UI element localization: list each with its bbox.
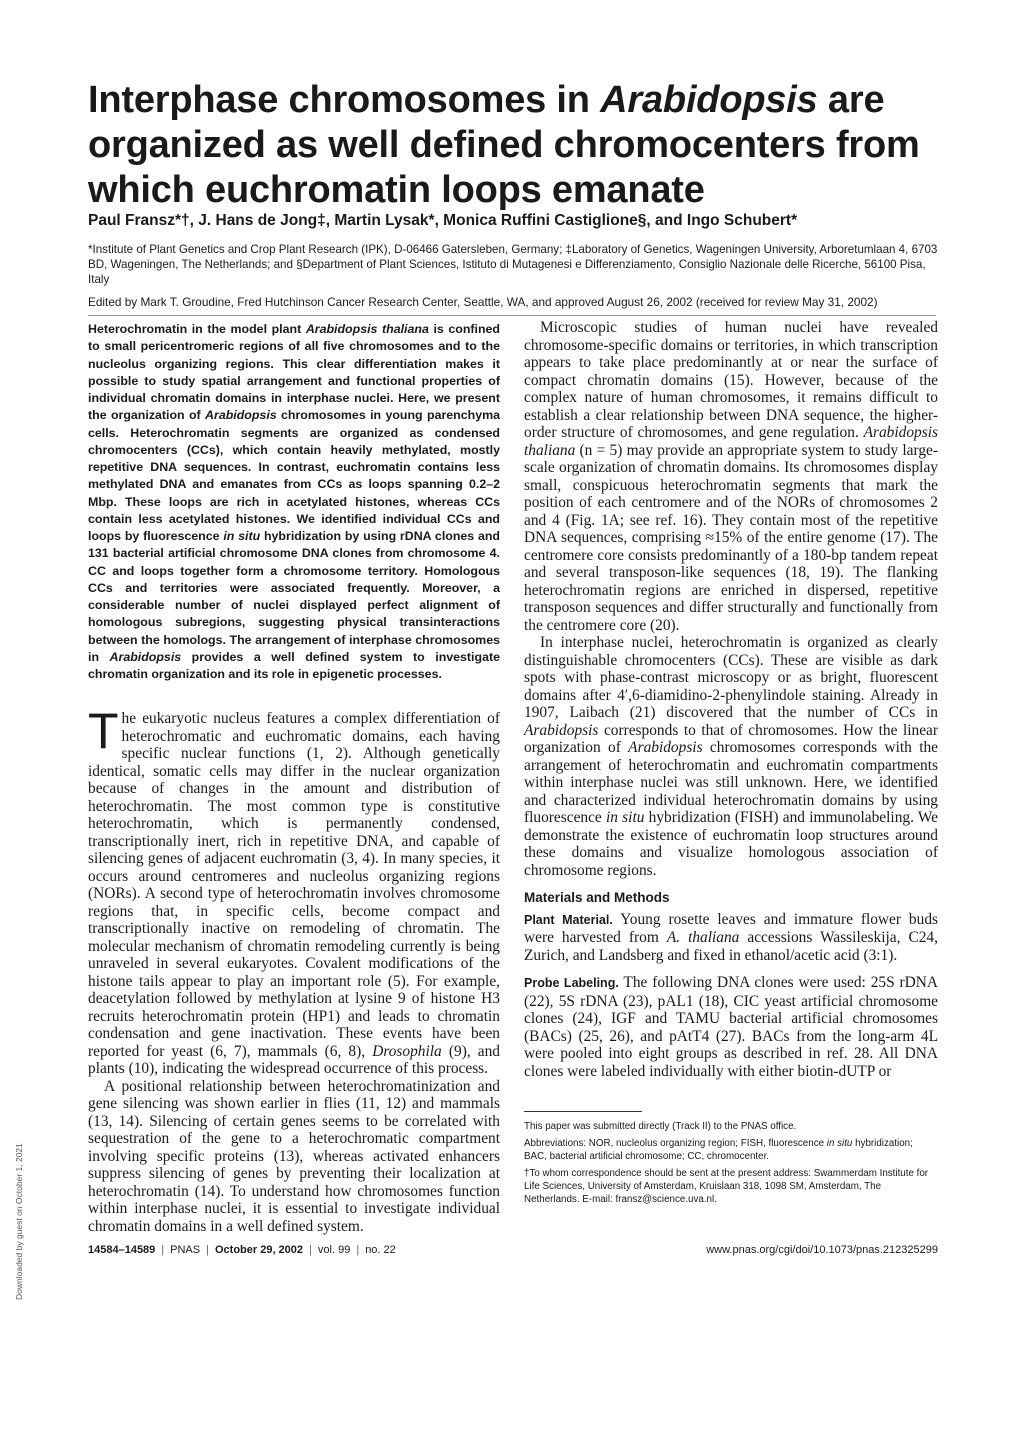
abstract-italic: in situ bbox=[223, 529, 261, 543]
title-text: Interphase chromosomes in bbox=[88, 79, 601, 121]
paragraph-text: (9), and plants (10), indicating the widespread occurrence of this process. bbox=[88, 1042, 500, 1077]
paragraph-italic: A. thaliana bbox=[666, 929, 740, 946]
affiliations: *Institute of Plant Genetics and Crop Plant Research (IPK), D-06466 Gatersleben, Germany; ‡Laboratory of Genetics, Wageningen University, Arboretumlaan 4, 6703 BD, Wageningen, The Netherlands; and §Department of Plant Sciences, Istituto di Mutagenesi e Differenziamento, Consiglio Nazionale delle Ricerche, 56100 Pisa, Italy bbox=[88, 243, 938, 286]
issue-number: no. 22 bbox=[365, 1244, 396, 1256]
abstract bbox=[88, 321, 500, 683]
intro-paragraph-2: A positional relationship between heterochromatinization and gene silencing was shown earlier in flies (11, 12) and mammals (13, 14). Silencing of certain genes seems to be correlated with sequestration of the gene to a heterochromatic compartment involving specific proteins (13), whereas activated enhancers suppress silencing of genes by preventing their localization at heterochromatin (14). To understand how chromosomes function within interphase nuclei, it is essential to investigate individual chromatin domains in a well defined system. bbox=[88, 1077, 500, 1235]
footnote-divider bbox=[524, 1111, 642, 1112]
author-list: Paul Fransz*†, J. Hans de Jong‡, Martin Lysak*, Monica Ruffini Castiglione§, and Ingo Schubert* bbox=[88, 212, 798, 229]
footnote-submission: This paper was submitted directly (Track II) to the PNAS office. bbox=[524, 1121, 797, 1132]
section-heading: Materials and Methods bbox=[524, 890, 670, 905]
paragraph-text: hybridization (FISH) and immunolabeling. We demonstrate the existence of euchromatin loop structures around these domains and visualize homologous association of chromosome regions. bbox=[524, 809, 938, 879]
intro-paragraph-4 bbox=[524, 634, 938, 879]
journal-name: PNAS bbox=[170, 1244, 201, 1256]
footnote-abbreviations bbox=[524, 1137, 938, 1163]
separator: | bbox=[206, 1244, 209, 1256]
title-italic: Arabidopsis bbox=[600, 79, 818, 121]
footnote-italic: in situ bbox=[826, 1138, 853, 1149]
paragraph-italic: Drosophila bbox=[372, 1042, 442, 1060]
paragraph-italic: in situ bbox=[605, 809, 645, 826]
paragraph-text: Microscopic studies of human nuclei have revealed chromosome-specific domains or territories, in which transcription appears to take place predominantly at or near the surface of compact chromatin domains (15). However, because of the complex nature of human chromosomes, it remains difficult to establish a clear relationship between DNA sequence, the higher-order structure of chromosomes, and gene regulation. bbox=[524, 319, 938, 441]
subsection-heading: Plant Material. bbox=[524, 912, 613, 927]
probe-labeling-paragraph bbox=[524, 974, 938, 1080]
body-right-column bbox=[524, 319, 938, 1080]
abstract-text: is confined to small pericentromeric regions of all five chromosomes and to the nucleolus organizing regions. This clear differentiation makes it possible to study spatial arrangement and functional properties of individual chromatin domains in interphase nuclei. Here, we present the organization of bbox=[88, 322, 500, 423]
abstract-text: provides a well defined system to investigate chromatin organization and its role in epigenetic processes. bbox=[88, 649, 500, 681]
drop-cap: T bbox=[88, 703, 119, 759]
header-divider bbox=[88, 315, 936, 316]
volume: vol. 99 bbox=[317, 1244, 351, 1256]
abstract-text: chromosomes in young parenchyma cells. Heterochromatin segments are organized as condensed chromocenters (CCs), which contain heavily methylated, mostly repetitive DNA sequences. In contrast, euchromatin contains less methylated DNA and emanates from CCs as loops spanning 0.2–2 Mbp. These loops are rich in acetylated histones, whereas CCs contain less acetylated histones. We identified individual CCs and loops by fluorescence bbox=[88, 408, 500, 543]
paragraph-text: accessions Wassileskija, C24, Zurich, and Landsberg and fixed in ethanol/acetic acid (3:1). bbox=[524, 929, 938, 964]
editor-note: Edited by Mark T. Groudine, Fred Hutchinson Cancer Research Center, Seattle, WA, and approved August 26, 2002 (received for review May 31, 2002) bbox=[88, 295, 878, 309]
paragraph-text: chromosomes corresponds with the arrangement of heterochromatin and euchromatin compartments within interphase nuclei was still unknown. Here, we identified and characterized individual heterochromatin domains by using fluorescence bbox=[524, 739, 938, 826]
footnote-text: Abbreviations: NOR, nucleolus organizing region; FISH, fluorescence bbox=[524, 1138, 827, 1149]
download-watermark bbox=[14, 1143, 24, 1430]
spacer bbox=[524, 964, 938, 974]
doi-link[interactable]: www.pnas.org/cgi/doi/10.1073/pnas.212325299 bbox=[706, 1244, 938, 1256]
paragraph-text: The following DNA clones were used: 25S rDNA (22), 5S rDNA (23), pAL1 (18), CIC yeast artificial chromosome clones (24), IGF and TAMU bacterial artificial chromosomes (BACs) (25, 26), and pAtT4 (27). BACs from the long-arm 4L were pooled into eight groups as described in ref. 28. All DNA clones were labeled individually with either biotin-dUTP or bbox=[524, 974, 939, 1080]
paragraph-text: Young rosette leaves and immature flower buds were harvested from bbox=[524, 910, 938, 946]
separator: | bbox=[161, 1244, 165, 1256]
separator: | bbox=[309, 1244, 312, 1256]
footnote-text: hybridization; BAC, bacterial artificial chromosome; CC, chromocenter. bbox=[524, 1138, 913, 1162]
article-title bbox=[88, 78, 948, 213]
plant-material-paragraph bbox=[524, 911, 938, 965]
intro-paragraph-1 bbox=[88, 703, 500, 1078]
paragraph-italic: Arabidopsis bbox=[524, 721, 599, 739]
page-range: 14584–14589 bbox=[88, 1244, 156, 1256]
paragraph-text: he eukaryotic nucleus features a complex differentiation of heterochromatic and euchromatic domains, each having specific nuclear functions (1, 2). Although genetically identical, somatic cells may differ in the nuclear organization because of changes in the amount and distribution of heterochromatin. The most common type is constitutive heterochromatin, which is permanently condensed, transcriptionally inert, rich in repetitive DNA, and capable of silencing genes of adjacent euchromatin (3, 4). In many species, it occurs around centromeres and nucleolus organizing regions (NORs). A second type of heterochromatin involves chromosome regions that, in specific cells, become compact and transcriptionally inactive on remodeling of chromatin. The molecular mechanism of chromatin remodeling currently is being unraveled in several eukaryotes. Covalent modifications of the histone tails appear to play an important role (5). For example, deacetylation followed by methylation at lysine 9 of histone H3 recruits heterochromatin protein (HP1) and leads to chromatin condensation and gene inactivation. These events have been reported for yeast (6, 7), mammals (6, 8), bbox=[88, 710, 500, 1060]
intro-paragraph-3 bbox=[524, 319, 938, 634]
footnote-correspondence: †To whom correspondence should be sent at the present address: Swammerdam Institute for Life Sciences, University of Amsterdam, Kruislaan 318, 1098 SM, Amsterdam, The Netherlands. E-mail: fransz@science.uva.nl. bbox=[524, 1168, 929, 1205]
page-footer bbox=[88, 1244, 938, 1256]
download-note: Downloaded by guest on October 1, 2021 bbox=[14, 1143, 24, 1300]
abstract-italic: Arabidopsis bbox=[205, 408, 277, 423]
separator: | bbox=[356, 1244, 360, 1256]
body-left-column bbox=[88, 703, 500, 1235]
paragraph-italic: Arabidopsis bbox=[628, 739, 703, 756]
paragraph-italic: Arabidopsis thaliana bbox=[524, 424, 938, 459]
footnotes bbox=[524, 1120, 938, 1210]
paragraph-text: corresponds to that of chromosomes. How the linear organization of bbox=[524, 721, 938, 756]
title-text-2: are organized as well defined chromocenters from which euchromatin loops emanate bbox=[88, 79, 920, 211]
paragraph-text: In interphase nuclei, heterochromatin is organized as clearly distinguishable chromocenters (CCs). These are visible as dark spots with phase-contrast microscopy or as bright, fluorescent domains after 4′,6-diamidino-2-phenylindole staining. Already in 1907, Laibach (21) discovered that the number of CCs in bbox=[524, 634, 938, 721]
abstract-text: Heterochromatin in the model plant bbox=[88, 322, 306, 336]
issue-date: October 29, 2002 bbox=[214, 1244, 304, 1256]
abstract-text: hybridization by using rDNA clones and 131 bacterial artificial chromosome DNA clones from chromosome 4. CC and loops together form a chromosome territory. Homologous CCs and territories were associated frequently. Moreover, a considerable number of nuclei displayed perfect alignment of homologous subregions, suggesting physical transinteractions between the homologs. The arrangement of interphase chromosomes in bbox=[88, 529, 501, 664]
abstract-italic: Arabidopsis thaliana bbox=[305, 322, 429, 336]
subsection-heading: Probe Labeling. bbox=[524, 976, 619, 990]
abstract-italic: Arabidopsis bbox=[109, 649, 182, 664]
paragraph-text: (n = 5) may provide an appropriate system to study large-scale organization of chromatin domains. Its chromosomes display small, conspicuous heterochromatin segments that mark the position of each centromere and of the NORs of chromosomes 2 and 4 (Fig. 1A; see ref. 16). They contain most of the repetitive DNA sequences, comprising ≈15% of the entire genome (17). The centromere core consists predominantly of a 180-bp tandem repeat and several transposon-like sequences (18, 19). The flanking heterochromatin regions are enriched in dispersed, repetitive transposon sequences and differ structurally and functionally from the centromere core (20). bbox=[524, 441, 938, 634]
